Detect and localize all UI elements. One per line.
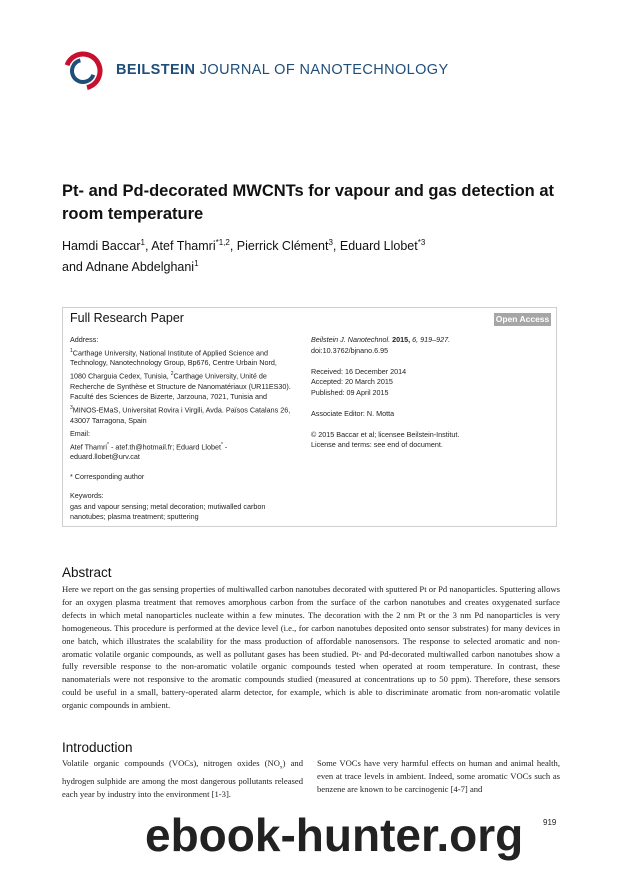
beilstein-logo-icon [62,50,104,92]
author-affiliation: 1 [140,238,145,247]
author-list: Hamdi Baccar$^1$, Atef Thamri$^{*1,2}$, Pierrick Clément$^3$, Eduard Llobet$^{*3}$ and Adnane Abdelghani$^1$ [62,238,426,275]
email-link[interactable]: eduard.llobet@urv.cat [70,452,140,462]
keywords-block: Keywords: gas and vapour sensing; metal decoration; mutiwalled carbon nanotubes; plasma treatment; sputtering [70,491,266,521]
email-block: Email: Atef Thamri* - atef.th@hotmail.fr; Eduard Llobet* - eduard.llobet@urv.cat [70,429,305,463]
watermark-text: ebook-hunter.org [145,809,524,861]
license-link[interactable]: License and terms: see end of document. [311,440,443,449]
article-title: Pt- and Pd-decorated MWCNTs for vapour and gas detection at room temperature [62,182,554,223]
copyright-line: © 2015 Baccar et al; licensee Beilstein-Institut. [311,429,460,439]
open-access-badge[interactable]: Open Access [495,314,550,324]
journal-name [116,62,449,78]
introduction-right-column: Some VOCs have very harmful effects on human and animal health, even at trace levels in ambient. Indeed, some aromatic VOCs such as benzene are known to be carcinogenic [4-7] and [317,758,560,794]
journal-name-bold: BEILSTEIN [116,62,196,78]
abstract-heading: Abstract [62,565,112,580]
author-affiliation: 1 [194,259,199,269]
author-affiliation: *1,2 [215,238,230,247]
received-date: Received: 16 December 2014 [311,366,407,376]
author-affiliation: *3 [417,238,426,247]
accepted-date: Accepted: 20 March 2015 [311,377,393,386]
citation-journal: Beilstein J. Nanotechnol. [311,335,391,344]
published-date: Published: 09 April 2015 [311,387,389,397]
author-name: Adnane Abdelghani [85,260,195,275]
doi-link[interactable]: doi:10.3762/bjnano.6.95 [311,345,389,355]
corresponding-author-note: * Corresponding author [70,472,145,481]
introduction-left-column: Volatile organic compounds (VOCs), nitrogen oxides $(NO_x)$ and hydrogen sulphide are among the most dangerous pollutants released each year by industry into the environment [1-3]. [62,758,303,799]
email-link[interactable]: - atef.th@hotmail.fr; Eduard Llobet [108,441,221,451]
author-name: Hamdi Baccar [62,239,141,254]
address-block: Address: $^1$Carthage University, National Institute of Applied Science and Technology, Nanotechnology Group, Bp676, Centre Urbain Nord, 1080 Charguia Cedex, Tunisia, $^2$Carthage University, Unité de Recherche de Synthèse et Structure de Nanomatériaux (UR11ES30). Faculté des Sciences de Bizerte, Jarzouna, 7021, Tunisia and $^3$MINOS-EMaS, Universitat Rovira i Virgili, Avda. Països Catalans 26, 43007 Tarragona, Spain [70,335,291,425]
author-affiliation: 3 [328,238,333,247]
journal-name-rest: JOURNAL OF NANOTECHNOLOGY [199,62,449,78]
introduction-heading: Introduction [62,740,133,755]
author-name: Eduard Llobet [339,239,418,254]
citation-block: Beilstein J. Nanotechnol. 2015, 6, 919–927. doi:10.3762/bjnano.6.95 Received: 16 December 2014 Accepted: 20 March 2015 Published: 09 April 2015 Associate Editor: N. Motta © 2015 Baccar et al; licensee Beilstein-Institut. License and terms: see end of document. [311,335,551,451]
abstract-text: Here we report on the gas sensing properties of multiwalled carbon nanotubes decorated with sputtered Pt or Pd nanoparticles. Sputtering allows for an oxygen plasma treatment that removes amorphous carbon from the surface of the carbon nanotubes and creates oxygenated surface defects in which metal nanoparticles nucleate within a few minutes. The decoration with the 2 nm Pt or the 3 nm Pd nanoparticles is very homogeneous. This procedure is performed at the device level (i.e., for carbon nanotubes deposited onto sensor substrates) for many devices in one batch, which illustrates the scalability for the mass production of affordable nanosensors. The response to selected aromatic and non-aromatic volatile organic compounds, as well as pollutant gases has been studied. Pt- and Pd-decorated multiwalled carbon nanotubes show a fully reversible response to the non-aromatic volatile organic compounds tested when operated at room temperature. In contrast, these nanomaterials were not responsive to the aromatic compounds studied (measured at concentrations up to 50 ppm). Therefore, these sensors could be useful in a small, battery-operated alarm detector, for example, which is able to discriminate aromatic from non-aromatic volatile organic compounds in ambient. [62,584,560,711]
article-type: Full Research Paper [70,311,184,325]
associate-editor: Associate Editor: N. Motta [311,408,395,418]
author-name: Pierrick Clément [236,239,329,254]
page-number: 919 [543,818,557,827]
author-name: Atef Thamri [151,239,216,254]
